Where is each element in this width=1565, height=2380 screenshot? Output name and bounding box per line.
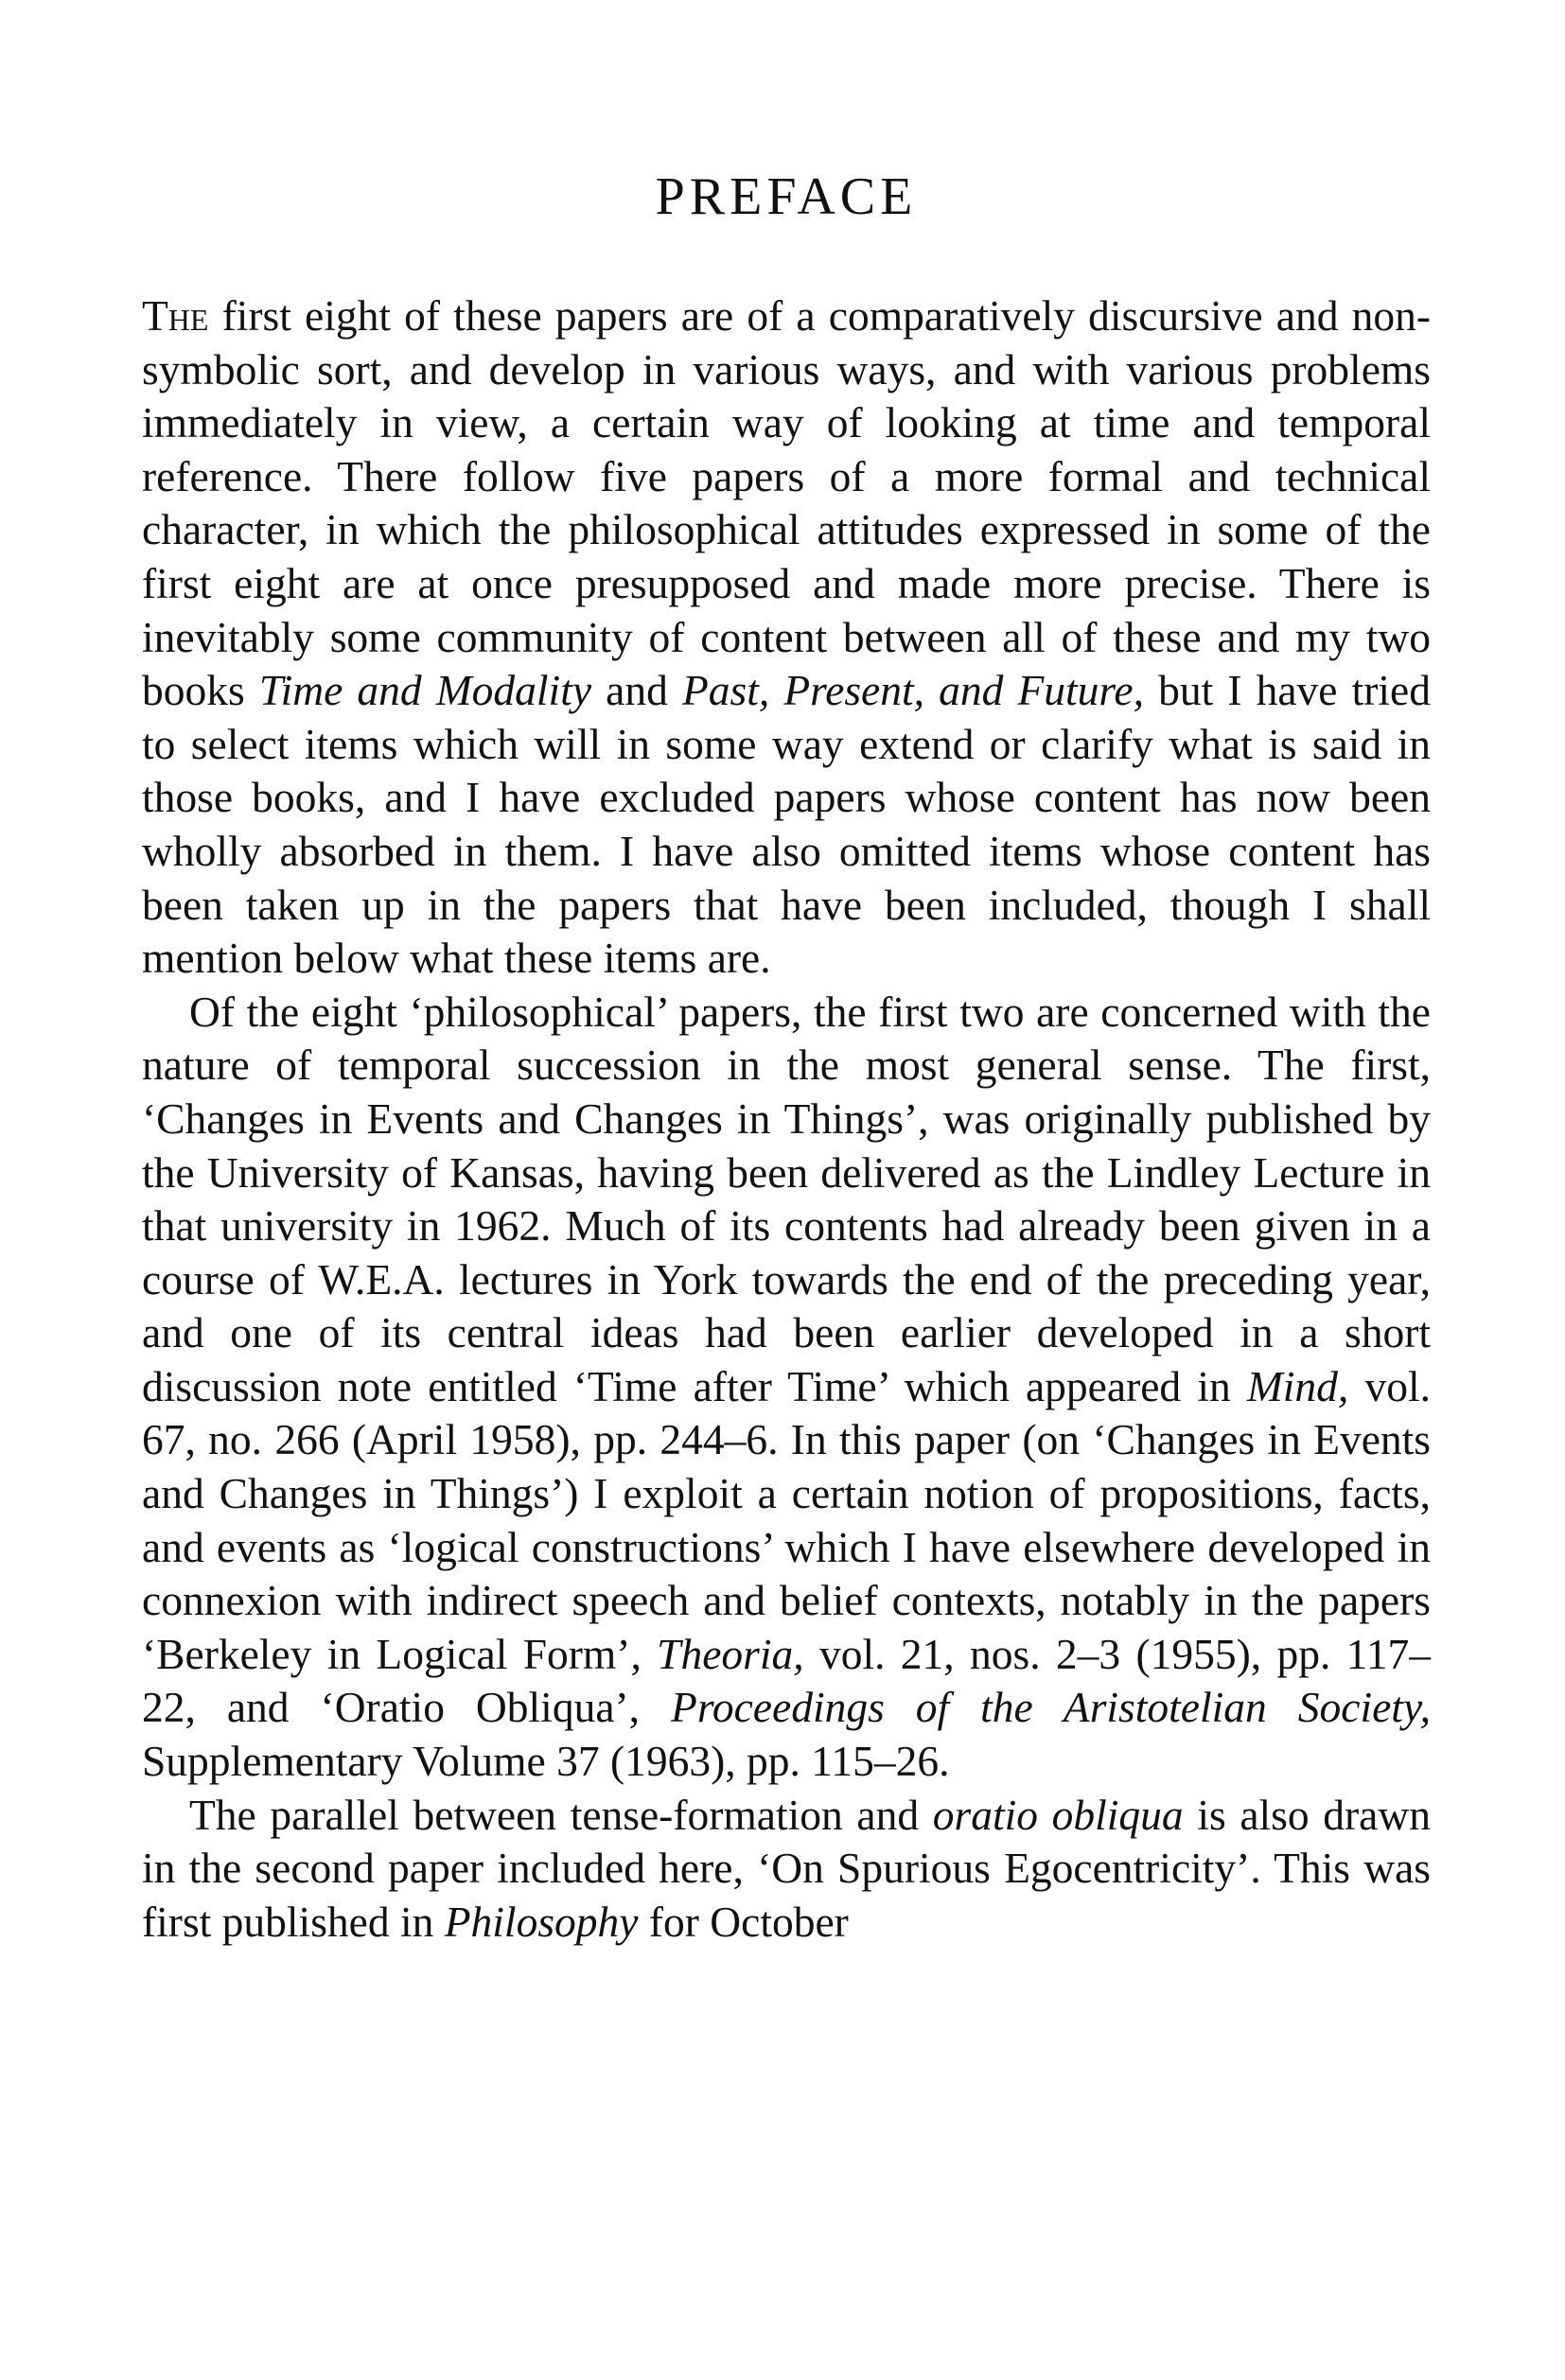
journal-title: Mind, <box>1246 1361 1349 1410</box>
body-text <box>142 289 1431 1949</box>
text-segment: vol. 67, no. 266 (April 1958), pp. 244–6. In this paper (on ‘Changes in Events and Changes in Things’) I exploit a certain notion of propositions, facts, and events as ‘logical constructions’ which I have elsewhere developed in connexion with indirect speech and belief contexts, notably in the papers ‘Berkeley in Logical Form’, <box>142 1361 1431 1678</box>
text-segment: and <box>591 666 682 715</box>
paragraph-2 <box>142 986 1431 1789</box>
book-title: Past, Present, and Future, <box>681 666 1144 715</box>
latin-term: oratio obliqua <box>932 1790 1184 1839</box>
text-segment: vol. 21, nos. 2–3 (1955), pp. 117–22, and ‘Oratio Obliqua’, <box>142 1629 1431 1732</box>
paragraph-1 <box>142 289 1431 986</box>
document-page <box>142 167 1431 2327</box>
journal-title: Theoria, <box>657 1629 804 1678</box>
journal-title: Proceedings of the Aristotelian Society, <box>671 1683 1431 1732</box>
text-segment: Of the eight ‘philosophical’ papers, the first two are concerned with the nature of temporal succession in the most general sense. The first, ‘Changes in Events and Changes in Things’, was originally published by the University of Kansas, having been delivered as the Lindley Lecture in that university in 1962. Much of its contents had already been given in a course of W.E.A. lectures in York towards the end of the preceding year, and one of its central ideas had been earlier developed in a short discussion note entitled ‘Time after Time’ which appeared in <box>142 987 1431 1410</box>
text-segment: first eight of these papers are of a comparatively discursive and non-symbolic sort, and develop in various ways, and with various problems immediately in view, a certain way of looking at time and temporal reference. There follow five papers of a more formal and technical character, in which the philosophical attitudes expressed in some of the first eight are at once presupposed and made more precise. There is inevitably some community of content between all of these and my two books <box>142 291 1431 715</box>
page-title: PREFACE <box>655 167 918 226</box>
text-segment: but I have tried to select items which will in some way extend or clarify what is said in those books, and I have excluded papers whose content has now been wholly absorbed in them. I have also omitted items whose content has been taken up in the papers that have been included, though I shall mention below what these items are. <box>142 666 1431 983</box>
text-segment: The <box>142 291 209 340</box>
text-segment: Supplementary Volume 37 (1963), pp. 115–26. <box>142 1737 950 1786</box>
text-segment: for October <box>638 1897 849 1946</box>
paragraph-3 <box>142 1789 1431 1950</box>
text-segment: is also drawn in the second paper included here, ‘On Spurious Egocentricity’. This was first published in <box>142 1790 1431 1946</box>
text-segment: The parallel between tense-formation and <box>189 1790 933 1839</box>
book-title: Time and Modality <box>258 666 592 715</box>
journal-title: Philosophy <box>444 1897 639 1946</box>
